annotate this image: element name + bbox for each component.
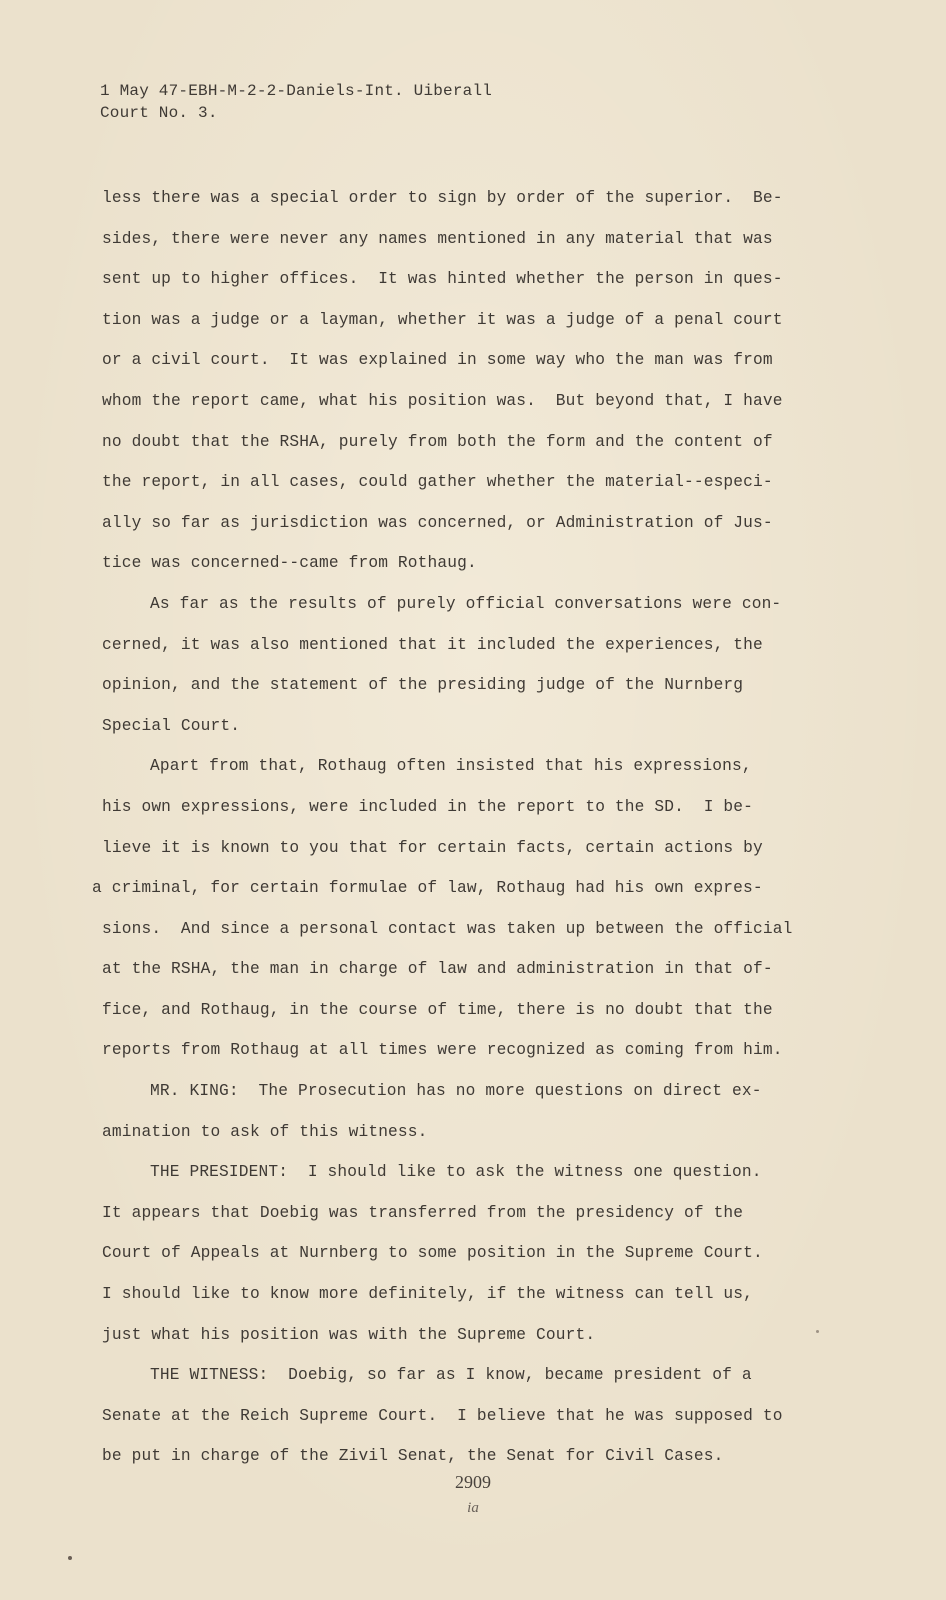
header-line-2: Court No. 3. (100, 104, 218, 122)
paper-speck (68, 1556, 72, 1560)
text-line: whom the report came, what his position was. But beyond that, I have (102, 391, 783, 410)
speaker-line: THE PRESIDENT: I should like to ask the witness one question. (150, 1163, 762, 1182)
document-header (100, 80, 492, 124)
text-line: tice was concerned--came from Rothaug. (102, 554, 477, 573)
handwritten-mark: ia (467, 1500, 479, 1516)
text-line: opinion, and the statement of the presiding judge of the Nurnberg (102, 676, 744, 695)
text-line: fice, and Rothaug, in the course of time, there is no doubt that the (102, 1000, 773, 1019)
speaker-line: THE WITNESS: Doebig, so far as I know, became president of a (150, 1366, 752, 1385)
text-line: Senate at the Reich Supreme Court. I believe that he was supposed to (102, 1406, 783, 1425)
text-line: sides, there were never any names mentioned in any material that was (102, 229, 773, 248)
text-line: cerned, it was also mentioned that it included the experiences, the (102, 635, 763, 654)
text-line: the report, in all cases, could gather whether the material--especi- (102, 473, 773, 492)
text-line: I should like to know more definitely, if the witness can tell us, (102, 1285, 754, 1304)
text-line: Special Court. (102, 716, 241, 735)
text-line: ally so far as jurisdiction was concerned, or Administration of Jus- (102, 513, 773, 532)
paragraph-start-line: As far as the results of purely official conversations were con- (150, 594, 782, 613)
text-line: tion was a judge or a layman, whether it was a judge of a penal court (102, 310, 783, 329)
text-line: sions. And since a personal contact was taken up between the official (102, 919, 793, 938)
text-line: no doubt that the RSHA, purely from both the form and the content of (102, 432, 773, 451)
text-line: his own expressions, were included in the report to the SD. I be- (102, 797, 754, 816)
header-line-1: 1 May 47-EBH-M-2-2-Daniels-Int. Uiberall (100, 82, 493, 100)
text-line: a criminal, for certain formulae of law, Rothaug had his own expres- (92, 879, 763, 898)
text-line: be put in charge of the Zivil Senat, the Senat for Civil Cases. (102, 1447, 724, 1466)
text-line: just what his position was with the Supreme Court. (102, 1325, 596, 1344)
paper-speck (816, 1330, 819, 1333)
text-line: or a civil court. It was explained in some way who the man was from (102, 351, 773, 370)
transcript-body (92, 178, 822, 1477)
paragraph-start-line: Apart from that, Rothaug often insisted that his expressions, (150, 757, 752, 776)
text-line: Court of Appeals at Nurnberg to some position in the Supreme Court. (102, 1244, 763, 1263)
text-line: sent up to higher offices. It was hinted whether the person in ques- (102, 270, 783, 289)
text-line: amination to ask of this witness. (102, 1122, 428, 1141)
text-line: less there was a special order to sign by order of the superior. Be- (102, 189, 783, 207)
text-line: reports from Rothaug at all times were recognized as coming from him. (102, 1041, 783, 1060)
speaker-line: MR. KING: The Prosecution has no more questions on direct ex- (150, 1082, 762, 1101)
text-line: It appears that Doebig was transferred from the presidency of the (102, 1203, 744, 1222)
page-number: 2909 (455, 1472, 491, 1492)
text-line: at the RSHA, the man in charge of law and administration in that of- (102, 960, 773, 979)
text-line: lieve it is known to you that for certain facts, certain actions by (102, 838, 763, 857)
